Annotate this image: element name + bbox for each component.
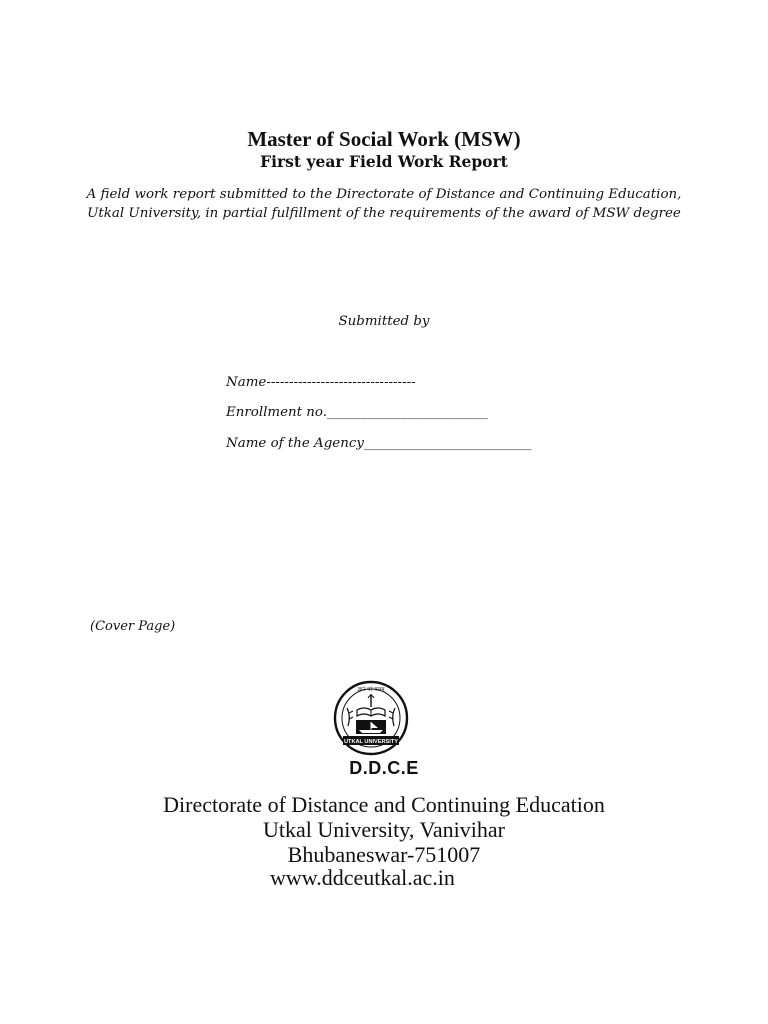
ddce-label: D.D.C.E (349, 758, 419, 778)
website-link[interactable]: www.ddceutkal.ac.in (270, 865, 455, 890)
agency-field: Name of the Agency_________________________ (226, 436, 532, 451)
cover-page-note: (Cover Page) (90, 619, 176, 634)
utkal-university-logo (331, 680, 411, 760)
name-field: Name--------------------------------- (226, 375, 416, 390)
address-line-city: Bhubaneswar-751007 (287, 842, 481, 867)
document-title: Master of Social Work (MSW) (247, 127, 521, 151)
address-line-directorate: Directorate of Distance and Continuing Education (163, 792, 605, 817)
report-description: A field work report submitted to the Directorate of Distance and Continuing Education, Utkal University, in partial fulfillment of the requirements of the award of MSW degree (86, 187, 682, 221)
logo-seal-text: ज्ञानं परं बलम् (357, 687, 385, 693)
logo-banner-text: UTKAL UNIVERSITY (344, 739, 398, 745)
enrollment-field: Enrollment no.________________________ (226, 405, 488, 420)
document-subtitle: First year Field Work Report (260, 152, 508, 171)
submitted-by-label: Submitted by (338, 314, 430, 329)
address-line-university: Utkal University, Vanivihar (263, 817, 505, 842)
